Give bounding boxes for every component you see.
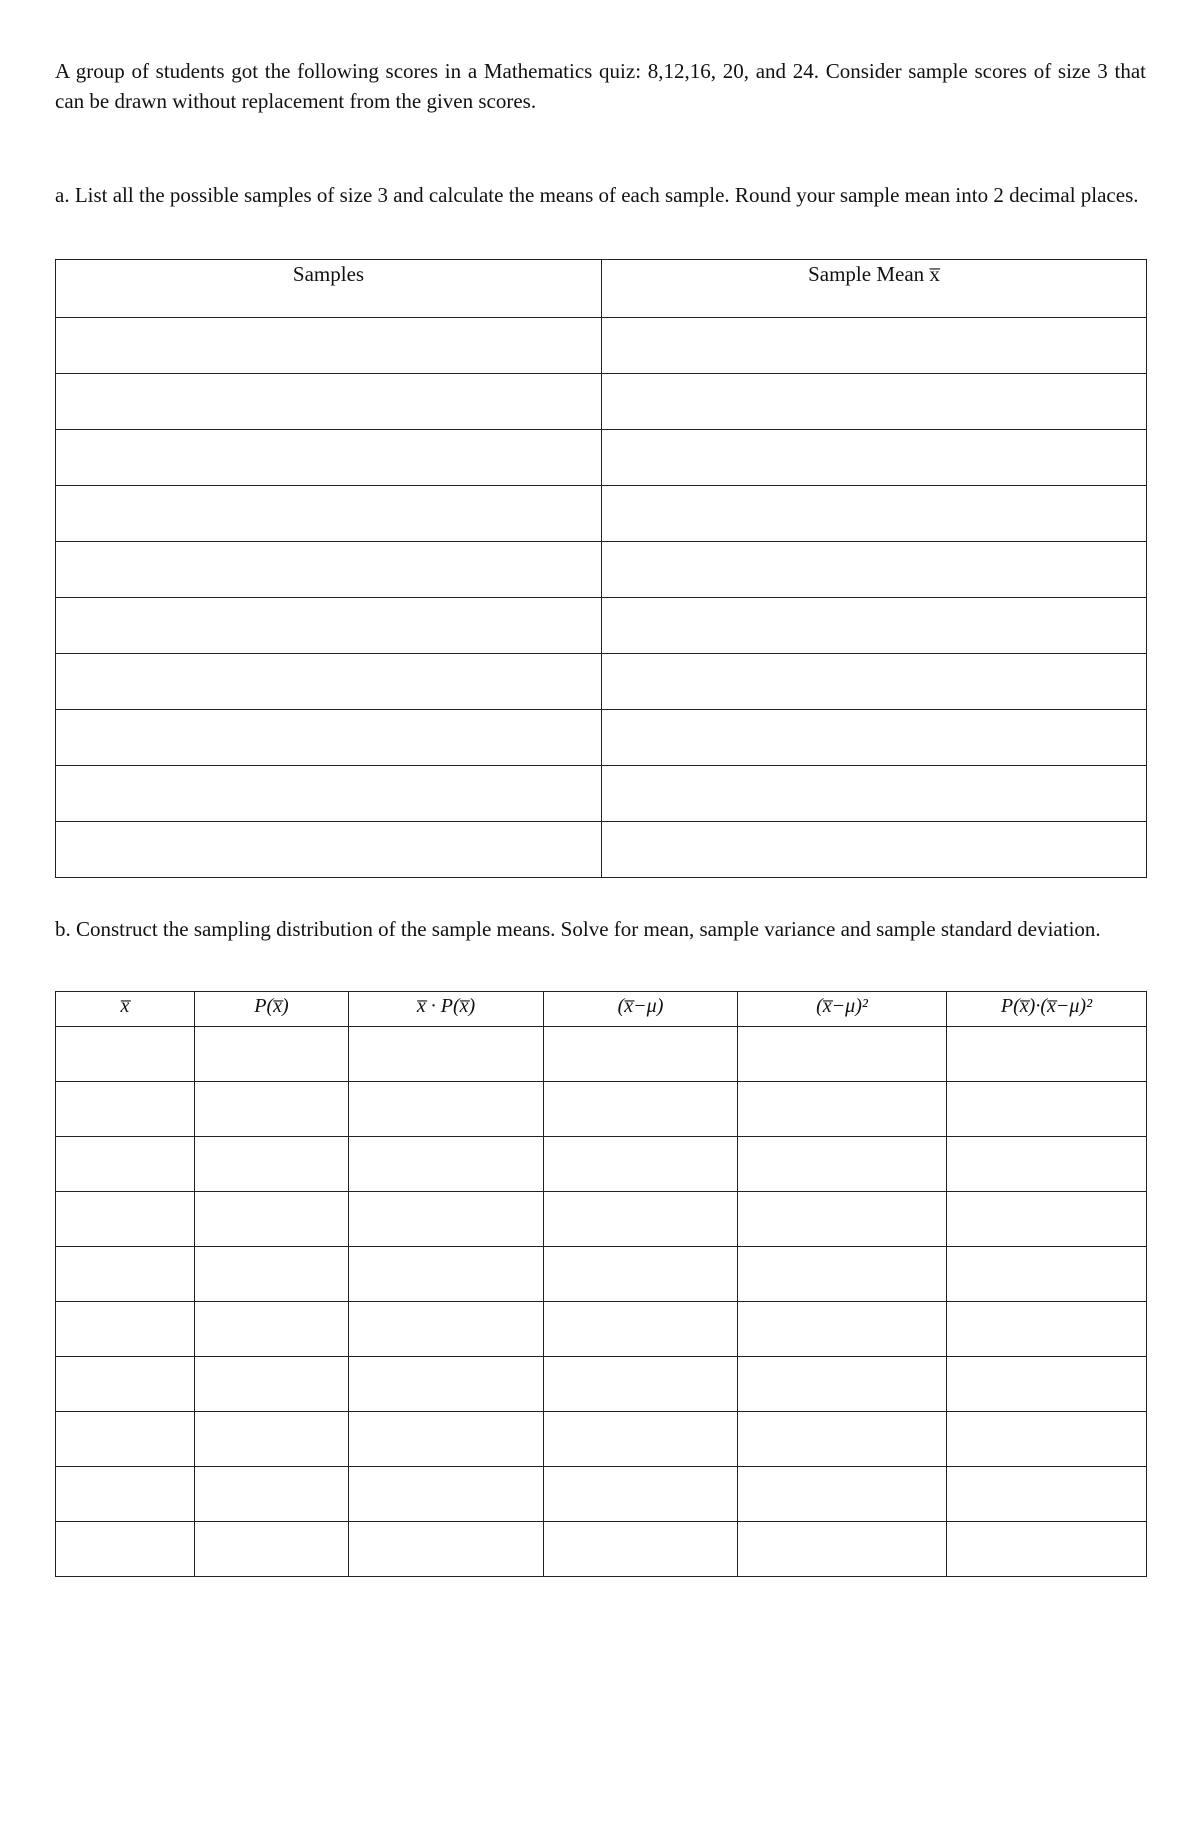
samples-table-row (56, 654, 1147, 710)
samples-table (55, 259, 1147, 878)
sample-cell[interactable] (56, 822, 602, 878)
sample-cell[interactable] (56, 542, 602, 598)
x-bar-times-probability-cell[interactable] (349, 1027, 544, 1082)
probability-cell[interactable] (195, 1137, 349, 1192)
x-bar-times-probability-cell[interactable] (349, 1412, 544, 1467)
samples-table-row (56, 430, 1147, 486)
x-bar-cell[interactable] (56, 1412, 195, 1467)
probability-cell[interactable] (195, 1522, 349, 1577)
x-bar-cell[interactable] (56, 1247, 195, 1302)
x-bar-times-probability-cell[interactable] (349, 1082, 544, 1137)
x-bar-cell[interactable] (56, 1192, 195, 1247)
x-bar-times-probability-cell[interactable] (349, 1192, 544, 1247)
sample-cell[interactable] (56, 486, 602, 542)
x-bar-times-probability-cell[interactable] (349, 1357, 544, 1412)
x-bar-cell[interactable] (56, 1522, 195, 1577)
x-bar-times-probability-header: x̅ · P(x̅) (349, 992, 544, 1027)
samples-table-row (56, 822, 1147, 878)
squared-deviation-cell[interactable] (738, 1027, 947, 1082)
weighted-squared-deviation-cell[interactable] (947, 1082, 1147, 1137)
samples-header: Samples (56, 260, 602, 318)
sample-cell[interactable] (56, 710, 602, 766)
samples-table-body (56, 318, 1147, 878)
probability-cell[interactable] (195, 1192, 349, 1247)
sample-cell[interactable] (56, 318, 602, 374)
probability-cell[interactable] (195, 1082, 349, 1137)
sample-mean-cell[interactable] (602, 822, 1147, 878)
distribution-table-row (56, 1192, 1147, 1247)
distribution-table-row (56, 1467, 1147, 1522)
x-bar-cell[interactable] (56, 1467, 195, 1522)
weighted-squared-deviation-cell[interactable] (947, 1192, 1147, 1247)
x-bar-times-probability-cell[interactable] (349, 1302, 544, 1357)
deviation-cell[interactable] (544, 1192, 738, 1247)
weighted-squared-deviation-cell[interactable] (947, 1522, 1147, 1577)
sample-mean-cell[interactable] (602, 374, 1147, 430)
sample-mean-cell[interactable] (602, 318, 1147, 374)
part-b-instructions: b. Construct the sampling distribution of the sample means. Solve for mean, sample variance and sample standard deviation. (55, 917, 1101, 941)
weighted-squared-deviation-cell[interactable] (947, 1412, 1147, 1467)
weighted-squared-deviation-cell[interactable] (947, 1467, 1147, 1522)
squared-deviation-cell[interactable] (738, 1357, 947, 1412)
deviation-cell[interactable] (544, 1137, 738, 1192)
squared-deviation-cell[interactable] (738, 1412, 947, 1467)
x-bar-cell[interactable] (56, 1302, 195, 1357)
distribution-table-header-row (56, 992, 1147, 1027)
squared-deviation-cell[interactable] (738, 1522, 947, 1577)
distribution-table-row (56, 1082, 1147, 1137)
samples-table-header-row (56, 260, 1147, 318)
deviation-cell[interactable] (544, 1412, 738, 1467)
distribution-table-row (56, 1027, 1147, 1082)
weighted-squared-deviation-cell[interactable] (947, 1247, 1147, 1302)
squared-deviation-cell[interactable] (738, 1137, 947, 1192)
weighted-squared-deviation-cell[interactable] (947, 1027, 1147, 1082)
deviation-cell[interactable] (544, 1027, 738, 1082)
sample-mean-cell[interactable] (602, 766, 1147, 822)
problem-statement: A group of students got the following scores in a Mathematics quiz: 8,12,16, 20, and 24. Consider sample scores of size 3 that can be drawn without replacement from the given scores. (55, 59, 1146, 113)
distribution-table-row (56, 1247, 1147, 1302)
deviation-cell[interactable] (544, 1247, 738, 1302)
probability-cell[interactable] (195, 1302, 349, 1357)
sample-cell[interactable] (56, 598, 602, 654)
samples-table-row (56, 374, 1147, 430)
sample-cell[interactable] (56, 430, 602, 486)
sample-cell[interactable] (56, 654, 602, 710)
x-bar-header: x̅ (56, 992, 195, 1027)
sample-mean-cell[interactable] (602, 486, 1147, 542)
distribution-table-row (56, 1522, 1147, 1577)
x-bar-times-probability-cell[interactable] (349, 1522, 544, 1577)
sample-mean-cell[interactable] (602, 542, 1147, 598)
squared-deviation-cell[interactable] (738, 1082, 947, 1137)
probability-cell[interactable] (195, 1027, 349, 1082)
sample-mean-cell[interactable] (602, 654, 1147, 710)
samples-table-row (56, 542, 1147, 598)
squared-deviation-cell[interactable] (738, 1302, 947, 1357)
x-bar-cell[interactable] (56, 1027, 195, 1082)
deviation-cell[interactable] (544, 1522, 738, 1577)
x-bar-cell[interactable] (56, 1357, 195, 1412)
distribution-table-row (56, 1137, 1147, 1192)
sample-mean-header: Sample Mean x̅ (602, 260, 1147, 318)
deviation-cell[interactable] (544, 1467, 738, 1522)
weighted-squared-deviation-cell[interactable] (947, 1137, 1147, 1192)
distribution-table-row (56, 1302, 1147, 1357)
squared-deviation-cell[interactable] (738, 1192, 947, 1247)
distribution-table-row (56, 1412, 1147, 1467)
distribution-table-row (56, 1357, 1147, 1412)
samples-table-row (56, 766, 1147, 822)
squared-deviation-header: (x̅−μ)² (738, 992, 947, 1027)
weighted-squared-deviation-cell[interactable] (947, 1302, 1147, 1357)
x-bar-times-probability-cell[interactable] (349, 1137, 544, 1192)
probability-cell[interactable] (195, 1357, 349, 1412)
weighted-squared-deviation-cell[interactable] (947, 1357, 1147, 1412)
deviation-cell[interactable] (544, 1302, 738, 1357)
weighted-squared-deviation-header: P(x̅)·(x̅−μ)² (947, 992, 1147, 1027)
samples-table-row (56, 486, 1147, 542)
distribution-table-body (56, 1027, 1147, 1577)
sample-cell[interactable] (56, 374, 602, 430)
squared-deviation-cell[interactable] (738, 1467, 947, 1522)
deviation-header: (x̅−μ) (544, 992, 738, 1027)
x-bar-times-probability-cell[interactable] (349, 1247, 544, 1302)
part-a-instructions: a. List all the possible samples of size 3 and calculate the means of each sample. Round your sample mean into 2 decimal places. (55, 183, 1139, 207)
x-bar-times-probability-cell[interactable] (349, 1467, 544, 1522)
deviation-cell[interactable] (544, 1357, 738, 1412)
sample-mean-cell[interactable] (602, 430, 1147, 486)
probability-header: P(x̅) (195, 992, 349, 1027)
deviation-cell[interactable] (544, 1082, 738, 1137)
sample-mean-cell[interactable] (602, 710, 1147, 766)
samples-table-row (56, 318, 1147, 374)
samples-table-row (56, 598, 1147, 654)
sampling-distribution-table (55, 991, 1147, 1577)
samples-table-row (56, 710, 1147, 766)
probability-cell[interactable] (195, 1467, 349, 1522)
probability-cell[interactable] (195, 1247, 349, 1302)
squared-deviation-cell[interactable] (738, 1247, 947, 1302)
x-bar-cell[interactable] (56, 1082, 195, 1137)
sample-cell[interactable] (56, 766, 602, 822)
probability-cell[interactable] (195, 1412, 349, 1467)
sample-mean-cell[interactable] (602, 598, 1147, 654)
x-bar-cell[interactable] (56, 1137, 195, 1192)
